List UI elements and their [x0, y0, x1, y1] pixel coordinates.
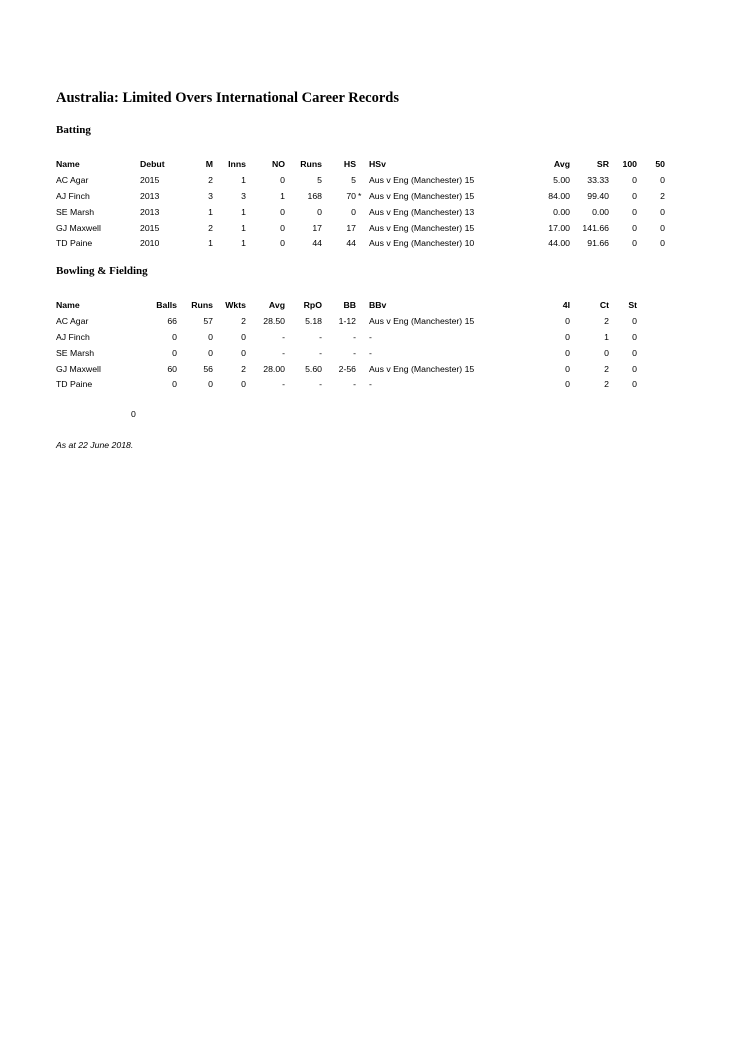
high-score: 44	[346, 238, 356, 249]
stumpings: 0	[632, 347, 637, 358]
not-outs: 0	[280, 238, 285, 249]
col-no: NO	[271, 159, 285, 169]
bowling-average: 28.00	[263, 363, 285, 374]
best-bowling-venue: Aus v Eng (Manchester) 15	[369, 315, 475, 326]
page-title: Australia: Limited Overs International Career Records	[56, 90, 399, 106]
not-outs: 0	[280, 206, 285, 217]
hundreds: 0	[632, 222, 637, 233]
runs: 168	[307, 190, 322, 201]
runs-conceded: 0	[208, 347, 213, 358]
fifties: 0	[660, 206, 665, 217]
col-balls: Balls	[156, 300, 177, 310]
batting-average: 17.00	[548, 222, 570, 233]
catches: 0	[604, 347, 609, 358]
stumpings: 0	[632, 315, 637, 326]
best-bowling-venue: -	[369, 331, 372, 342]
matches: 1	[208, 206, 213, 217]
bowling-row	[0, 347, 746, 363]
runs-per-over: -	[319, 347, 322, 358]
hundreds: 0	[632, 174, 637, 185]
four-wickets: 0	[565, 363, 570, 374]
col-rpo: RpO	[303, 300, 322, 310]
innings: 3	[241, 190, 246, 201]
player-name: AC Agar	[56, 315, 89, 326]
high-score-venue: Aus v Eng (Manchester) 15	[369, 190, 475, 201]
col-hsv: HSv	[369, 159, 386, 169]
debut-year: 2015	[140, 222, 160, 233]
high-score-venue: Aus v Eng (Manchester) 15	[369, 222, 475, 233]
player-name: GJ Maxwell	[56, 222, 101, 233]
best-bowling-venue: -	[369, 379, 372, 390]
bowling-row	[0, 331, 746, 347]
high-score-venue: Aus v Eng (Manchester) 13	[369, 206, 475, 217]
not-outs: 1	[280, 190, 285, 201]
wickets: 2	[241, 363, 246, 374]
player-name: TD Paine	[56, 379, 93, 390]
col-hs: HS	[343, 159, 356, 169]
wickets: 2	[241, 315, 246, 326]
best-bowling-venue: -	[369, 347, 372, 358]
player-name: SE Marsh	[56, 206, 95, 217]
fifties: 0	[660, 222, 665, 233]
stumpings: 0	[632, 363, 637, 374]
best-bowling: 2-56	[338, 363, 356, 374]
balls: 0	[172, 347, 177, 358]
col-avg: Avg	[268, 300, 285, 310]
fifties: 0	[660, 174, 665, 185]
batting-row	[0, 206, 746, 222]
footnote: As at 22 June 2018.	[56, 440, 134, 450]
col-4i: 4I	[562, 300, 570, 310]
col-name: Name	[56, 159, 80, 169]
col-wkts: Wkts	[225, 300, 246, 310]
runs-conceded: 57	[203, 315, 213, 326]
innings: 1	[241, 206, 246, 217]
best-bowling: -	[353, 347, 356, 358]
fifties: 0	[660, 238, 665, 249]
strike-rate: 33.33	[587, 174, 609, 185]
matches: 1	[208, 238, 213, 249]
best-bowling: 1-12	[338, 315, 356, 326]
strike-rate: 91.66	[587, 238, 609, 249]
col-100: 100	[622, 159, 637, 169]
hundreds: 0	[632, 190, 637, 201]
batting-row	[0, 222, 746, 238]
best-bowling: -	[353, 331, 356, 342]
col-m: M	[205, 159, 213, 169]
col-runs: Runs	[191, 300, 213, 310]
col-debut: Debut	[140, 159, 165, 169]
catches: 2	[604, 379, 609, 390]
best-bowling: -	[353, 379, 356, 390]
high-score: 70	[346, 190, 356, 201]
col-inns: Inns	[228, 159, 246, 169]
high-score: 5	[351, 174, 356, 185]
matches: 2	[208, 174, 213, 185]
batting-row	[0, 237, 746, 253]
batting-average: 5.00	[553, 174, 570, 185]
bowling-row	[0, 315, 746, 331]
innings: 1	[241, 238, 246, 249]
player-name: AC Agar	[56, 174, 89, 185]
bowling-average: 28.50	[263, 315, 285, 326]
col-sr: SR	[596, 159, 609, 169]
strike-rate: 0.00	[592, 206, 609, 217]
four-wickets: 0	[565, 331, 570, 342]
player-name: AJ Finch	[56, 190, 90, 201]
runs-conceded: 0	[208, 379, 213, 390]
not-outs: 0	[280, 222, 285, 233]
not-out-marker: *	[358, 190, 362, 201]
col-bbv: BBv	[369, 300, 387, 310]
fifties: 2	[660, 190, 665, 201]
matches: 2	[208, 222, 213, 233]
batting-row	[0, 174, 746, 190]
col-runs: Runs	[300, 159, 322, 169]
stumpings: 0	[632, 379, 637, 390]
player-name: TD Paine	[56, 238, 93, 249]
batting-average: 44.00	[548, 238, 570, 249]
batting-header-row	[0, 158, 746, 174]
col-avg: Avg	[553, 159, 570, 169]
batting-average: 84.00	[548, 190, 570, 201]
runs: 0	[317, 206, 322, 217]
stumpings: 0	[632, 331, 637, 342]
runs: 17	[312, 222, 322, 233]
col-name: Name	[56, 300, 80, 310]
hundreds: 0	[632, 206, 637, 217]
player-name: GJ Maxwell	[56, 363, 101, 374]
batting-heading: Batting	[56, 124, 91, 136]
bowling-heading: Bowling & Fielding	[56, 265, 148, 277]
col-st: St	[628, 300, 637, 310]
runs-per-over: 5.18	[305, 315, 322, 326]
runs-per-over: -	[319, 331, 322, 342]
balls: 60	[167, 363, 177, 374]
matches: 3	[208, 190, 213, 201]
four-wickets: 0	[565, 379, 570, 390]
runs-conceded: 56	[203, 363, 213, 374]
batting-table	[0, 158, 746, 253]
player-name: AJ Finch	[56, 331, 90, 342]
four-wickets: 0	[565, 315, 570, 326]
batting-row	[0, 190, 746, 206]
debut-year: 2013	[140, 206, 160, 217]
balls: 0	[172, 331, 177, 342]
innings: 1	[241, 174, 246, 185]
col-ct: Ct	[599, 300, 609, 310]
bowling-row	[0, 378, 746, 394]
bowling-header-row	[0, 299, 746, 315]
wickets: 0	[241, 347, 246, 358]
col-bb: BB	[343, 300, 356, 310]
col-50: 50	[655, 159, 665, 169]
bowling-row	[0, 363, 746, 379]
bowling-average: -	[282, 379, 285, 390]
summary-value: 0	[131, 409, 136, 419]
player-name: SE Marsh	[56, 347, 95, 358]
debut-year: 2015	[140, 174, 160, 185]
bowling-average: -	[282, 331, 285, 342]
strike-rate: 141.66	[582, 222, 609, 233]
bowling-average: -	[282, 347, 285, 358]
balls: 66	[167, 315, 177, 326]
runs-conceded: 0	[208, 331, 213, 342]
strike-rate: 99.40	[587, 190, 609, 201]
debut-year: 2010	[140, 238, 160, 249]
catches: 1	[604, 331, 609, 342]
runs: 5	[317, 174, 322, 185]
debut-year: 2013	[140, 190, 160, 201]
high-score-venue: Aus v Eng (Manchester) 15	[369, 174, 475, 185]
catches: 2	[604, 315, 609, 326]
runs: 44	[312, 238, 322, 249]
wickets: 0	[241, 379, 246, 390]
four-wickets: 0	[565, 347, 570, 358]
balls: 0	[172, 379, 177, 390]
runs-per-over: 5.60	[305, 363, 322, 374]
best-bowling-venue: Aus v Eng (Manchester) 15	[369, 363, 475, 374]
catches: 2	[604, 363, 609, 374]
high-score: 17	[346, 222, 356, 233]
wickets: 0	[241, 331, 246, 342]
hundreds: 0	[632, 238, 637, 249]
innings: 1	[241, 222, 246, 233]
bowling-table	[0, 299, 746, 394]
high-score: 0	[351, 206, 356, 217]
not-outs: 0	[280, 174, 285, 185]
runs-per-over: -	[319, 379, 322, 390]
batting-average: 0.00	[553, 206, 570, 217]
high-score-venue: Aus v Eng (Manchester) 10	[369, 238, 475, 249]
